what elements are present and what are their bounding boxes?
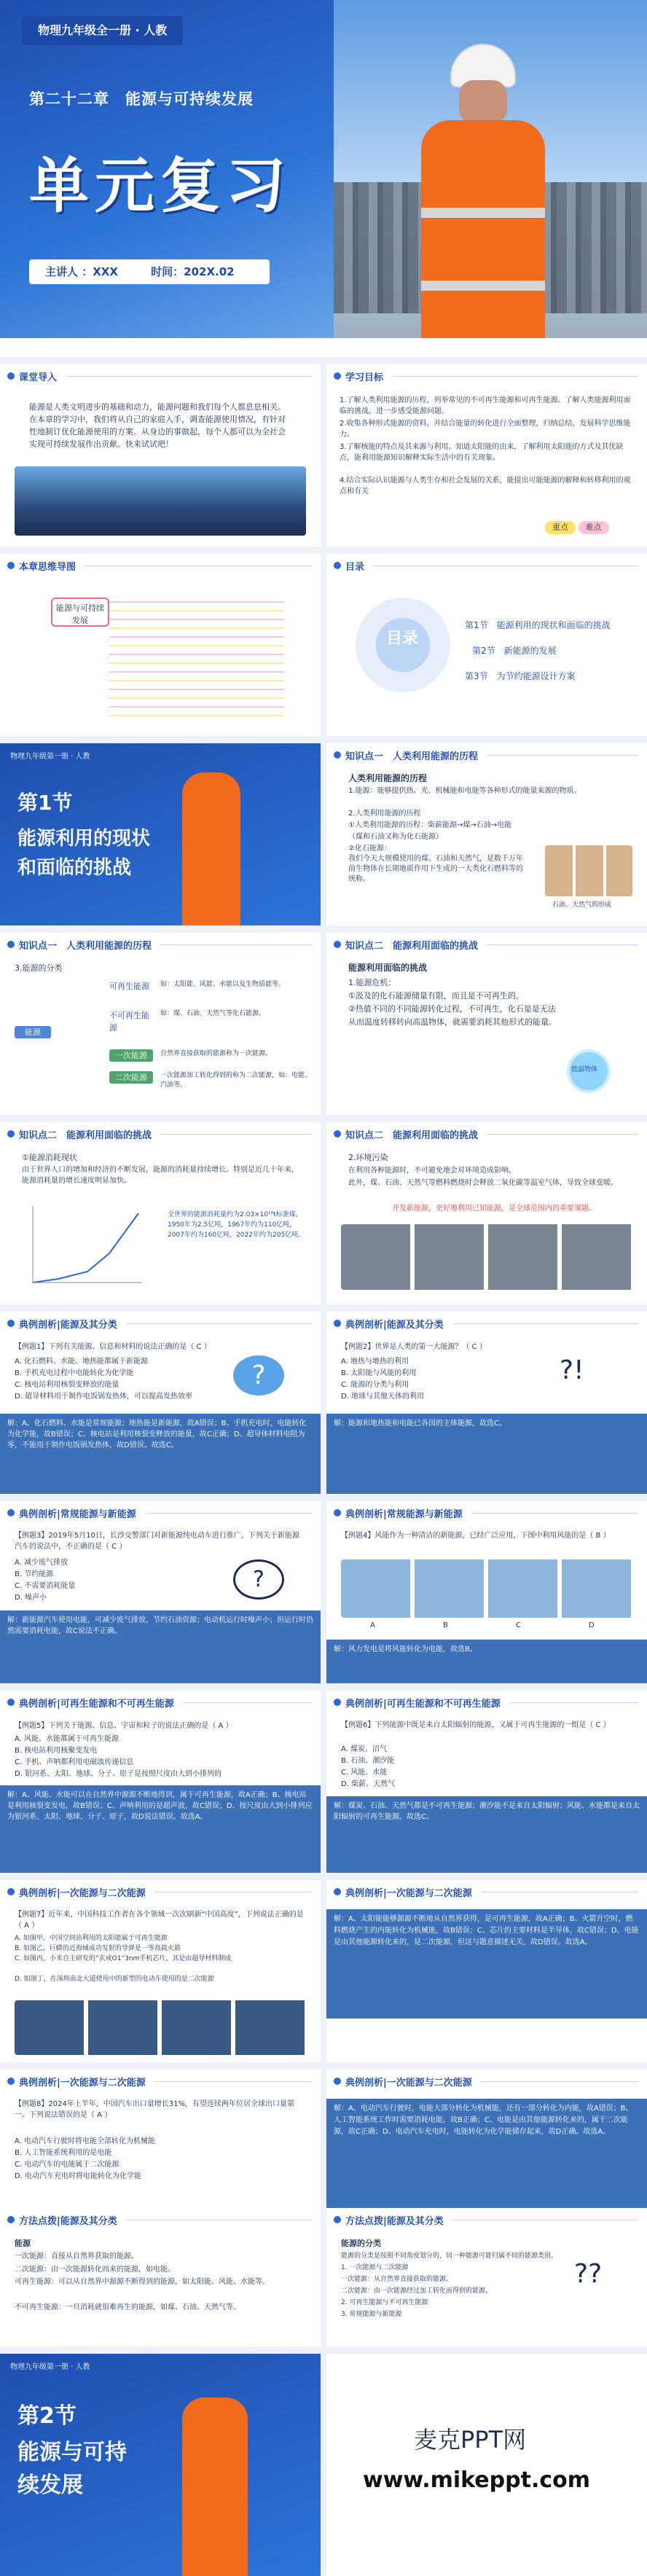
slide-method-2[interactable] — [326, 2208, 647, 2346]
slide-title: 知识点二 能源利用面临的挑战 — [345, 1130, 479, 1141]
section-number: 第2节 — [17, 2403, 77, 2429]
text-line: 1. 一次能源与二次能源 — [341, 2264, 409, 2271]
section-2-cover[interactable] — [0, 2354, 321, 2576]
tree-leaf: 如：太阳能、风能、水能以及生物质能等。 — [160, 981, 286, 988]
text-line: ②热值不同的不同能源转化过程，不可再生，化石是是无法 — [348, 1004, 556, 1014]
tree-leaf: 一次能源加工转化得到的称为二次能源，如：电能、汽油等。 — [160, 1072, 312, 1089]
slide-method-1[interactable] — [0, 2208, 321, 2346]
slide-classification[interactable] — [0, 933, 321, 1115]
section-title-2: 续发展 — [17, 2473, 83, 2498]
option-c: C — [516, 1621, 521, 1629]
section-badge: 物理九年级第一册 · 人教 — [10, 2363, 90, 2371]
slide-mindmap[interactable] — [0, 554, 321, 736]
slide-title: 本章思维导图 — [19, 561, 77, 573]
slide-history[interactable] — [326, 743, 647, 925]
cover-slide[interactable] — [0, 0, 647, 357]
pollution-images — [341, 1224, 632, 1290]
section-heading: 人类利用能源的历程 — [348, 773, 428, 783]
text-line: 此外，煤、石油、天然气等燃料燃烧时会释放二氧化碳等温室气体，导致全球变暖。 — [348, 1179, 618, 1187]
option-b: B. 石油、潮汐能 — [341, 1757, 395, 1765]
option-a: A. 如图甲，中国空间站利用的太阳能属于可再生能源 — [15, 1935, 168, 1942]
legend-key: 重点 — [545, 521, 576, 534]
slide-title: 方法点拨|能源及其分类 — [345, 2215, 444, 2227]
text-line: ①汲及的化石能源储量有限，而且是不可再生的。 — [348, 991, 524, 1001]
slide-title: 知识点二 能源利用面临的挑战 — [19, 1130, 152, 1141]
toc-circle-label: 目录 — [386, 630, 419, 648]
answer-box: 解：A、化石燃料、水能是常规能源；地热能是新能源，故A错误；B、手机充电时，电能转化为化学能，故B错误；C、核电站是利用核裂变释放的能量，故C正确；D、超导体材料电阻为零，不能用于制作电饭锅发热体，故D错误。故选C。 — [0, 1414, 321, 1494]
slide-title: 典例剖析|一次能源与二次能源 — [19, 1887, 146, 1899]
goal-1: 1.了解人类利用能源的历程，列举常见的不可再生能源和可再生能源。了解人类能源利用面临的挑战，进一步感受能源问题。 — [340, 396, 631, 415]
slide-example-6[interactable] — [326, 1691, 647, 1873]
cover-title: 单元复习 — [29, 152, 292, 221]
slide-example-4[interactable] — [326, 1501, 647, 1683]
question-text: 【例题7】近年来，中国科技工作者在各个领域一次次刷新“中国高度”，下列说法正确的是（ A ） — [15, 1911, 304, 1930]
answer-box: 解：煤炭、石油、天然气都是不可再生能源；潮汐能不是来自太阳辐射；风能、水能都是来自太阳辐射的可再生能源。故选C。 — [326, 1796, 647, 1873]
toc-item-3[interactable]: 第3节 为节约能源设计方案 — [465, 671, 576, 681]
section-heading: 能源的分类 — [341, 2239, 381, 2248]
cover-badge: 物理九年级全一册 · 人教 — [22, 16, 183, 45]
slide-challenges[interactable] — [326, 933, 647, 1115]
option-c: C. 电动汽车的电能属于二次能源 — [15, 2161, 119, 2169]
speech-bubble-icon: ? — [233, 1559, 284, 1600]
option-c: C. 如图丙，小米自主研发的“玄戒O1”3nm手机芯片，其是由超导材料制成 — [15, 1955, 232, 1962]
section-title-1: 能源利用的现状 — [17, 828, 151, 850]
option-a: A. 煤炭、沼气 — [341, 1745, 388, 1753]
slide-answer-7[interactable] — [326, 1880, 647, 2062]
slide-title: 目录 — [345, 561, 365, 573]
text-line: （煤和石油又称为化石能源） — [348, 833, 443, 841]
slide-title: 方法点拨|能源及其分类 — [19, 2215, 117, 2227]
answer-box: 解：能源和地热能和电能已各国的主体能源，故选C。 — [326, 1414, 647, 1494]
worker-image — [421, 44, 545, 350]
slide-goals[interactable] — [326, 364, 647, 547]
text-line: 一次能源：直接从自然界获取的能源。 — [15, 2252, 138, 2260]
consumption-curve — [29, 1202, 146, 1290]
image-caption: 石油、天然气的形成 — [552, 901, 612, 909]
slide-title: 典例剖析|可再生能源和不可再生能源 — [19, 1698, 174, 1710]
section-title-1: 能源与可持 — [17, 2440, 127, 2465]
option-a: A. 风能、水能都属于可再生能源 — [15, 1735, 119, 1743]
question-bubble-icon: ? — [233, 1355, 284, 1395]
question-text: 【例题5】下列关于能源、信息、宇宙和粒子的说法正确的是（ A ） — [15, 1722, 233, 1730]
text-line: 一次能源：从自然界直接获取的能源。 — [341, 2276, 453, 2283]
intro-text: 能源是人类文明进步的基础和动力，能源问题和我们每个人都息息相关。在本章的学习中，我们将从自己的家庭入手，调查能源使用情况，有针对性地制订优化能源使用的方案。从身边的事做起，每个人都可以为全社会实现可持续发展作出贡献。快来试试吧！ — [29, 402, 286, 449]
slide-title: 典例剖析|常规能源与新能源 — [19, 1508, 136, 1520]
slide-title: 典例剖析|可再生能源和不可再生能源 — [345, 1698, 501, 1710]
question-text: 【例题4】风能作为一种清洁的新能源，已经广泛应用，下图中利用风能的是（ B ） — [341, 1532, 611, 1540]
option-a: A. 地热与地热的利用 — [341, 1358, 409, 1366]
slide-example-3[interactable] — [0, 1501, 321, 1683]
answer-box: 解：A、太阳能能够源源不断地从自然界获得，是可再生能源，故A正确；B、火箭升空时，燃料燃烧产生的内能转化为机械能，故B错误；C、芯片的主要材料是半导体，故C错误；D、电能是由其他能源转化来的，是二次能源，但这与题意描述无关，故D错误。故选A。 — [326, 1909, 647, 2019]
slide-toc[interactable] — [326, 554, 647, 736]
question-text: 【例题2】世界是人类的第一大能源？（ C ） — [341, 1343, 487, 1351]
option-c: C. 手机、声呐都利用电磁波传递信息 — [15, 1758, 134, 1766]
legend-difficulty: 难点 — [579, 521, 609, 534]
slide-title: 知识点二 能源利用面临的挑战 — [345, 940, 479, 952]
text-line: 3. 常规能源与新能源 — [341, 2311, 402, 2318]
option-d: D. 如图丁，在深圳南北大道使用中的新型的电动车使用的是二次能源 — [15, 1976, 214, 1983]
slide-title: 典例剖析|能源及其分类 — [19, 1319, 117, 1331]
mindmap-branches — [109, 594, 284, 718]
option-d: D. 银河系、太阳、地球、分子、原子是按照尺度由大到小排列的 — [15, 1770, 222, 1778]
text-line: 我们今天大规模使用的煤、石油和天然气，是数千万年前生物体在长期地质作用下生成的一大类化石燃料等的统称。 — [348, 855, 523, 883]
option-b: B. 手机充电过程中电能转化为化学能 — [15, 1369, 134, 1377]
slide-example-7[interactable] — [0, 1880, 321, 2062]
slide-title: 课堂导入 — [19, 372, 58, 383]
goal-2: 2.收集各种形式能源的资料，并结合能量的转化进行全面整理，归纳总结，发展科学思维能力。 — [340, 420, 631, 439]
watermark-panel — [326, 2354, 647, 2576]
text-line: 2. 可再生能源与不可再生能源 — [341, 2299, 428, 2306]
slide-consumption[interactable] — [0, 1122, 321, 1304]
slide-title: 典例剖析|常规能源与新能源 — [345, 1508, 463, 1520]
answer-box: 解：新能源汽车使用电能，可减少废气排放，节约石油资源；电动机运行时噪声小；但运行时仍然需要消耗电能，故C说法不正确。 — [0, 1610, 321, 1683]
option-a: A — [370, 1621, 375, 1629]
host-label: 主讲人 ：XXX — [45, 265, 118, 278]
text-line: 能源的分类是按照不同角度划分的，同一种能源可能归属不同的能源类别。 — [341, 2252, 558, 2260]
slide-title: 知识点一 人类利用能源的历程 — [345, 751, 479, 762]
slide-pollution[interactable] — [326, 1122, 647, 1304]
slide-title: 典例剖析|一次能源与二次能源 — [345, 2077, 472, 2088]
text-line: 由于世界人口的增加和经济的不断发展，能源的消耗量持续增长。特别是近几十年来，能源消耗量的增长速度明显加快。 — [22, 1166, 299, 1185]
option-b: B — [443, 1621, 448, 1629]
section-heading: 能源 — [15, 2239, 31, 2248]
cover-meta — [29, 259, 270, 284]
text-line: 在利用各种能源时，不可避免地会对环境造成影响。 — [348, 1167, 516, 1175]
mindmap-root: 能源与可持续发展 — [51, 598, 109, 627]
option-c: C. 能源的分类与利用 — [341, 1381, 409, 1389]
option-d: D. 噪声小 — [15, 1594, 47, 1602]
slide-example-1[interactable] — [0, 1312, 321, 1494]
option-d: D — [589, 1621, 595, 1629]
option-c: C. 不需要消耗能量 — [15, 1582, 76, 1590]
toc-item-2[interactable]: 第2节 新能源的发展 — [472, 646, 557, 656]
option-d: D. 地球与其他天体的利用 — [341, 1393, 425, 1401]
slide-title: 典例剖析|一次能源与二次能源 — [19, 2077, 146, 2088]
tree-leaf: 如：煤、石油、天然气等化石能源。 — [160, 1010, 266, 1017]
legend — [545, 521, 609, 534]
text-line: 从而温度转移转向高温物体，就需要消耗其他形式的能量。 — [348, 1017, 557, 1027]
section-heading: 3.能源的分类 — [15, 963, 63, 973]
answer-box: 解：A、电动汽车行驶时，电能大部分转化为机械能，还有一部分转化为内能，故A错误；B、人工智能系统工作时需要消耗电能，故B正确；C、电能是由其他能源转化来的，属于二次能源，故C正确；D、电动汽车充电时，电能转化为化学能储存起来，故D正确。故选A。 — [326, 2099, 647, 2208]
question-text: 【例题8】2024年上半年，中国汽车出口量增长31%，有望连续两年位居全球出口量第一。下列说法错误的是（ A ） — [15, 2100, 295, 2119]
question-text: 【例题1】下列有关能源、信息和材料的说法正确的是（ C ） — [15, 1343, 211, 1351]
answer-box: 解：风力发电是将风能转化为电能，故选B。 — [326, 1640, 647, 1683]
tree-root: 能源 — [15, 1026, 51, 1038]
question-text: 【例题3】2019年5月10日，长沙交警部门对新能源纯电动车进行推广，下列关于新能源汽车的说法中，不正确的是（ C ） — [15, 1532, 299, 1551]
slide-intro[interactable] — [0, 364, 321, 547]
section-heading: 能源利用面临的挑战 — [348, 963, 428, 973]
tree-node: 可再生能源 — [109, 982, 149, 991]
toc-item-1[interactable]: 第1节 能源利用的现状和面临的挑战 — [465, 620, 611, 630]
section-1-cover[interactable] — [0, 743, 321, 925]
text-line: 二次能源：由一次能源转化而来的能源，如电能。 — [15, 2266, 175, 2274]
option-c: C. 核电站利用核裂变释放的能量 — [15, 1381, 119, 1389]
question-marks-icon: ?! — [560, 1355, 584, 1385]
option-b: B. 人工智能系统利用的是电能 — [15, 2149, 112, 2157]
text-line: 开发新能源，更好地利用已知能源，是全球范围内的重要课题。 — [392, 1205, 596, 1213]
slide-title: 典例剖析|一次能源与二次能源 — [345, 1887, 472, 1899]
tree-node: 二次能源 — [109, 1071, 153, 1084]
tree-node: 一次能源 — [109, 1049, 153, 1062]
slide-title: 知识点一 人类利用能源的历程 — [19, 940, 152, 952]
option-d: D. 超导材料用于制作电饭锅发热体，可以提高发热效率 — [15, 1393, 193, 1401]
slide-example-5[interactable] — [0, 1691, 321, 1873]
option-d: D. 电动汽车充电时将电能转化为化学能 — [15, 2172, 142, 2180]
option-b: B. 节约能源 — [15, 1570, 54, 1578]
answer-box: 解：A、风能、水能可以在自然界中源源不断地得到，属于可再生能源，故A正确；B、核电站是利用核裂变发电，故B错误；C、声呐利用的是超声波，故C错误；D、按尺度由大到小排列应为银河系、太阳、地球、分子、原子，故D说法错误。故选A。 — [0, 1785, 321, 1873]
date-label: 时间：202X.02 — [151, 265, 235, 278]
figure-images — [15, 2000, 306, 2055]
watermark-title: 麦克PPT网 — [414, 2426, 527, 2454]
worker-image — [182, 772, 240, 925]
question-marks-icon: ?? — [574, 2259, 603, 2289]
option-images — [341, 1559, 632, 1618]
text-line: ①能源消耗现状 — [22, 1153, 77, 1162]
slide-title: 学习目标 — [345, 372, 384, 383]
text-line: 不可再生能源：一旦消耗就很难再生的能源，如煤、石油、天然气等。 — [15, 2303, 240, 2311]
option-c: C. 风能、水能 — [341, 1769, 388, 1777]
option-a: A. 电动汽车行驶时将电能全部转化为机械能 — [15, 2137, 156, 2145]
watermark-url: www.mikeppt.com — [363, 2467, 590, 2493]
circle-label: 低温物体 — [571, 1066, 598, 1073]
tree-leaf: 自然界直接获取的能源称为一次能源。 — [160, 1050, 272, 1057]
option-b: B. 太阳能与风能的利用 — [341, 1369, 417, 1377]
option-b: B. 核电站利用核聚变发电 — [15, 1747, 98, 1755]
worker-image — [182, 2397, 248, 2576]
section-badge: 物理九年级第一册 · 人教 — [10, 753, 90, 761]
section-title-2: 和面临的挑战 — [17, 857, 132, 879]
option-b: B. 如图乙，巨蟒的近海域成功发射的导弹是一等高载火箭 — [15, 1945, 181, 1952]
text-line: 2.环境污染 — [348, 1153, 388, 1162]
goal-3: 3.了解核能的特点及其来源与利用。知道太阳能的由来，了解利用太阳能的方式及其优缺点，能利用能源知识解释实际生活中的有关现象。 — [340, 443, 624, 462]
text-line: 全世界的能源消耗量约为2.03×10¹⁰t标准煤，1950年为2.5亿吨，1967年约为110亿吨，2007年约为160亿吨，2022年约为205亿吨。 — [168, 1211, 305, 1239]
text-line: 可再生能源：可以从自然界中源源不断得到的能源，如太阳能、风能、水能等。 — [15, 2278, 270, 2286]
option-d: D. 柴薪、天然气 — [341, 1780, 396, 1788]
slide-example-2[interactable] — [326, 1312, 647, 1494]
text-line: 1.能源：能够提供热、光、机械能和电能等各种形式的能量来源的物质。 — [348, 787, 581, 795]
text-line: ②化石能源： — [348, 845, 391, 853]
solar-panel-image — [15, 466, 306, 536]
fossil-formation-image — [545, 845, 632, 896]
option-a: A. 减少废气排放 — [15, 1559, 68, 1567]
text-line: 2.人类利用能源的历程 — [348, 810, 421, 818]
question-text: 【例题6】下列能源中既是来自太阳辐射的能源，又属于可再生能源的一组是（ C ） — [341, 1721, 611, 1729]
chapter-title: 第二十二章 能源与可持续发展 — [29, 90, 254, 108]
text-line: ①人类利用能源的历程：柴薪能源→煤→石油→电能 — [348, 821, 512, 829]
slide-title: 典例剖析|能源及其分类 — [345, 1319, 444, 1331]
section-number: 第1节 — [17, 791, 73, 815]
goal-4: 4.结合实际认识能源与人类生存和社会发展的关系，能提出可能能源的解释和转移利用的观点和有关 — [340, 477, 631, 496]
tree-node: 不可再生能源 — [109, 1011, 149, 1033]
text-line: 1.能源危机： — [348, 978, 396, 987]
text-line: 二次能源：由一次能源经过加工转化而得到的能源。 — [341, 2287, 493, 2295]
option-a: A. 化石燃料、水能、地热能都属于新能源 — [15, 1358, 149, 1366]
